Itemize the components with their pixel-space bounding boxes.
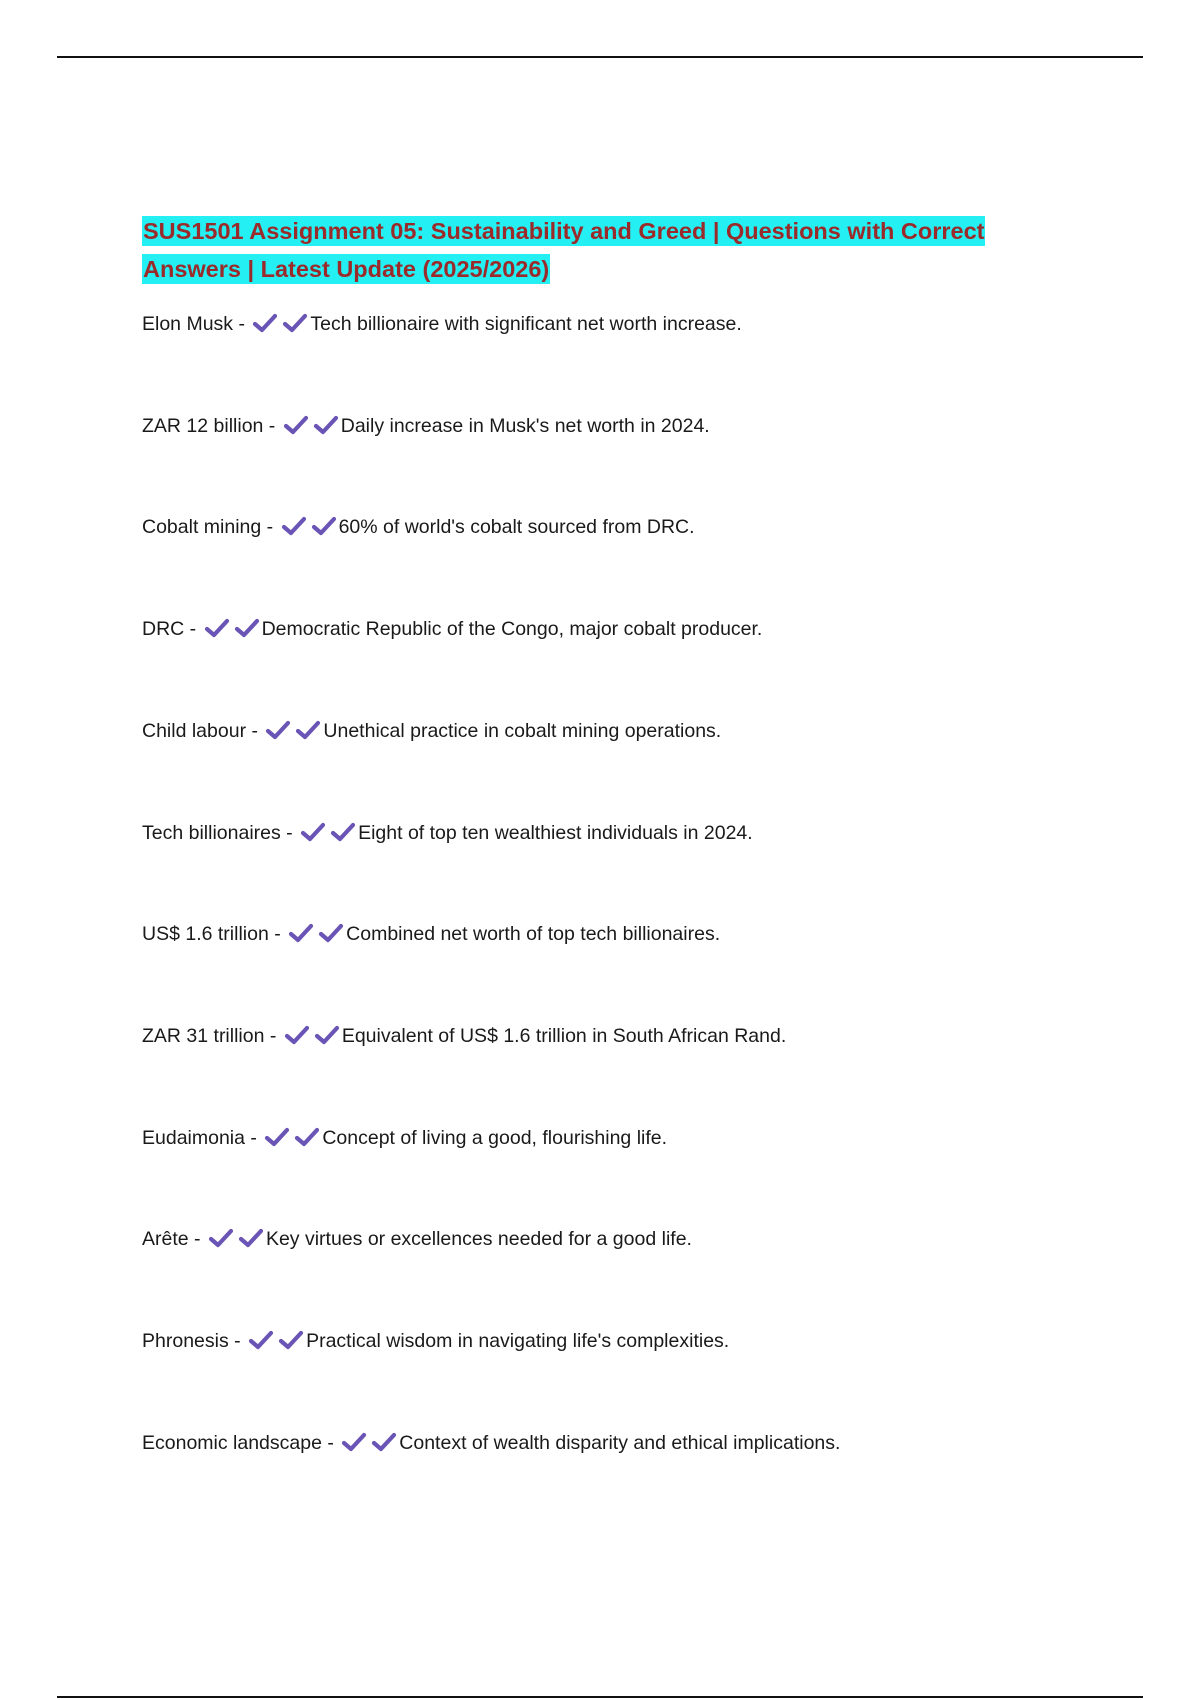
check-mark-icon <box>288 923 314 943</box>
title-text: SUS1501 Assignment 05: Sustainability and Greed | Questions with Correct Answers | Latest Update (2025/2026) <box>143 218 985 282</box>
check-mark-icon <box>264 1127 290 1147</box>
term: Elon Musk <box>142 313 234 335</box>
definition: Combined net worth of top tech billionaires. <box>346 923 721 945</box>
check-mark-icon <box>204 618 230 638</box>
check-mark-icon <box>313 415 339 435</box>
bottom-rule <box>57 1696 1143 1698</box>
check-mark-icon <box>330 822 356 842</box>
check-mark-icon <box>314 1025 340 1045</box>
definition: Eight of top ten wealthiest individuals in 2024. <box>358 822 753 844</box>
check-mark-icon <box>282 313 308 333</box>
check-mark-icon <box>371 1432 397 1452</box>
check-mark-icon <box>283 415 309 435</box>
term: Child labour <box>142 720 247 742</box>
list-item <box>142 414 710 438</box>
separator: - <box>268 923 287 945</box>
check-mark-icon <box>265 720 291 740</box>
term: Cobalt mining <box>142 516 262 538</box>
term: US$ 1.6 trillion <box>142 923 269 945</box>
term: DRC <box>142 618 185 640</box>
document-title <box>142 212 1042 288</box>
term: Phronesis <box>142 1330 229 1352</box>
check-mark-icon <box>248 1330 274 1350</box>
list-item <box>142 922 720 946</box>
separator: - <box>188 1228 206 1250</box>
term: Arête <box>142 1228 189 1250</box>
check-mark-icon <box>311 516 337 536</box>
definition: Concept of living a good, flourishing life. <box>322 1127 668 1149</box>
check-mark-icon <box>238 1228 264 1248</box>
check-mark-icon <box>341 1432 367 1452</box>
list-item <box>142 515 695 539</box>
definition: Context of wealth disparity and ethical implications. <box>399 1432 841 1454</box>
check-mark-icon <box>252 313 278 333</box>
term: Tech billionaires <box>142 822 281 844</box>
definition: Daily increase in Musk's net worth in 2024. <box>340 415 710 437</box>
check-mark-icon <box>300 822 326 842</box>
check-mark-icon <box>294 1127 320 1147</box>
definition: Practical wisdom in navigating life's complexities. <box>306 1330 730 1352</box>
check-mark-icon <box>208 1228 234 1248</box>
definition: Tech billionaire with significant net worth increase. <box>310 313 742 335</box>
list-item <box>142 617 762 641</box>
definition: 60% of world's cobalt sourced from DRC. <box>338 516 695 538</box>
separator: - <box>228 1330 247 1352</box>
check-mark-icon <box>318 923 344 943</box>
list-item <box>142 1329 729 1353</box>
check-mark-icon <box>284 1025 310 1045</box>
separator: - <box>280 822 299 844</box>
separator: - <box>261 516 279 538</box>
list-item <box>142 1024 786 1048</box>
definition: Unethical practice in cobalt mining operations. <box>323 720 722 742</box>
check-mark-icon <box>234 618 260 638</box>
document-body <box>142 212 1042 288</box>
term: Economic landscape <box>142 1432 322 1454</box>
separator: - <box>263 415 281 437</box>
separator: - <box>184 618 202 640</box>
term: ZAR 31 trillion <box>142 1025 265 1047</box>
term: ZAR 12 billion <box>142 415 264 437</box>
check-mark-icon <box>281 516 307 536</box>
separator: - <box>244 1127 263 1149</box>
list-item <box>142 1126 667 1150</box>
check-mark-icon <box>295 720 321 740</box>
term: Eudaimonia <box>142 1127 245 1149</box>
list-item <box>142 719 721 743</box>
top-rule <box>57 56 1143 58</box>
separator: - <box>246 720 264 742</box>
list-item <box>142 1431 840 1455</box>
separator: - <box>321 1432 340 1454</box>
separator: - <box>264 1025 282 1047</box>
separator: - <box>233 313 251 335</box>
definition: Democratic Republic of the Congo, major cobalt producer. <box>261 618 763 640</box>
list-item <box>142 1227 692 1251</box>
list-item <box>142 821 753 845</box>
definition: Key virtues or excellences needed for a good life. <box>265 1228 692 1250</box>
check-mark-icon <box>278 1330 304 1350</box>
list-item <box>142 312 742 336</box>
definition: Equivalent of US$ 1.6 trillion in South African Rand. <box>341 1025 787 1047</box>
